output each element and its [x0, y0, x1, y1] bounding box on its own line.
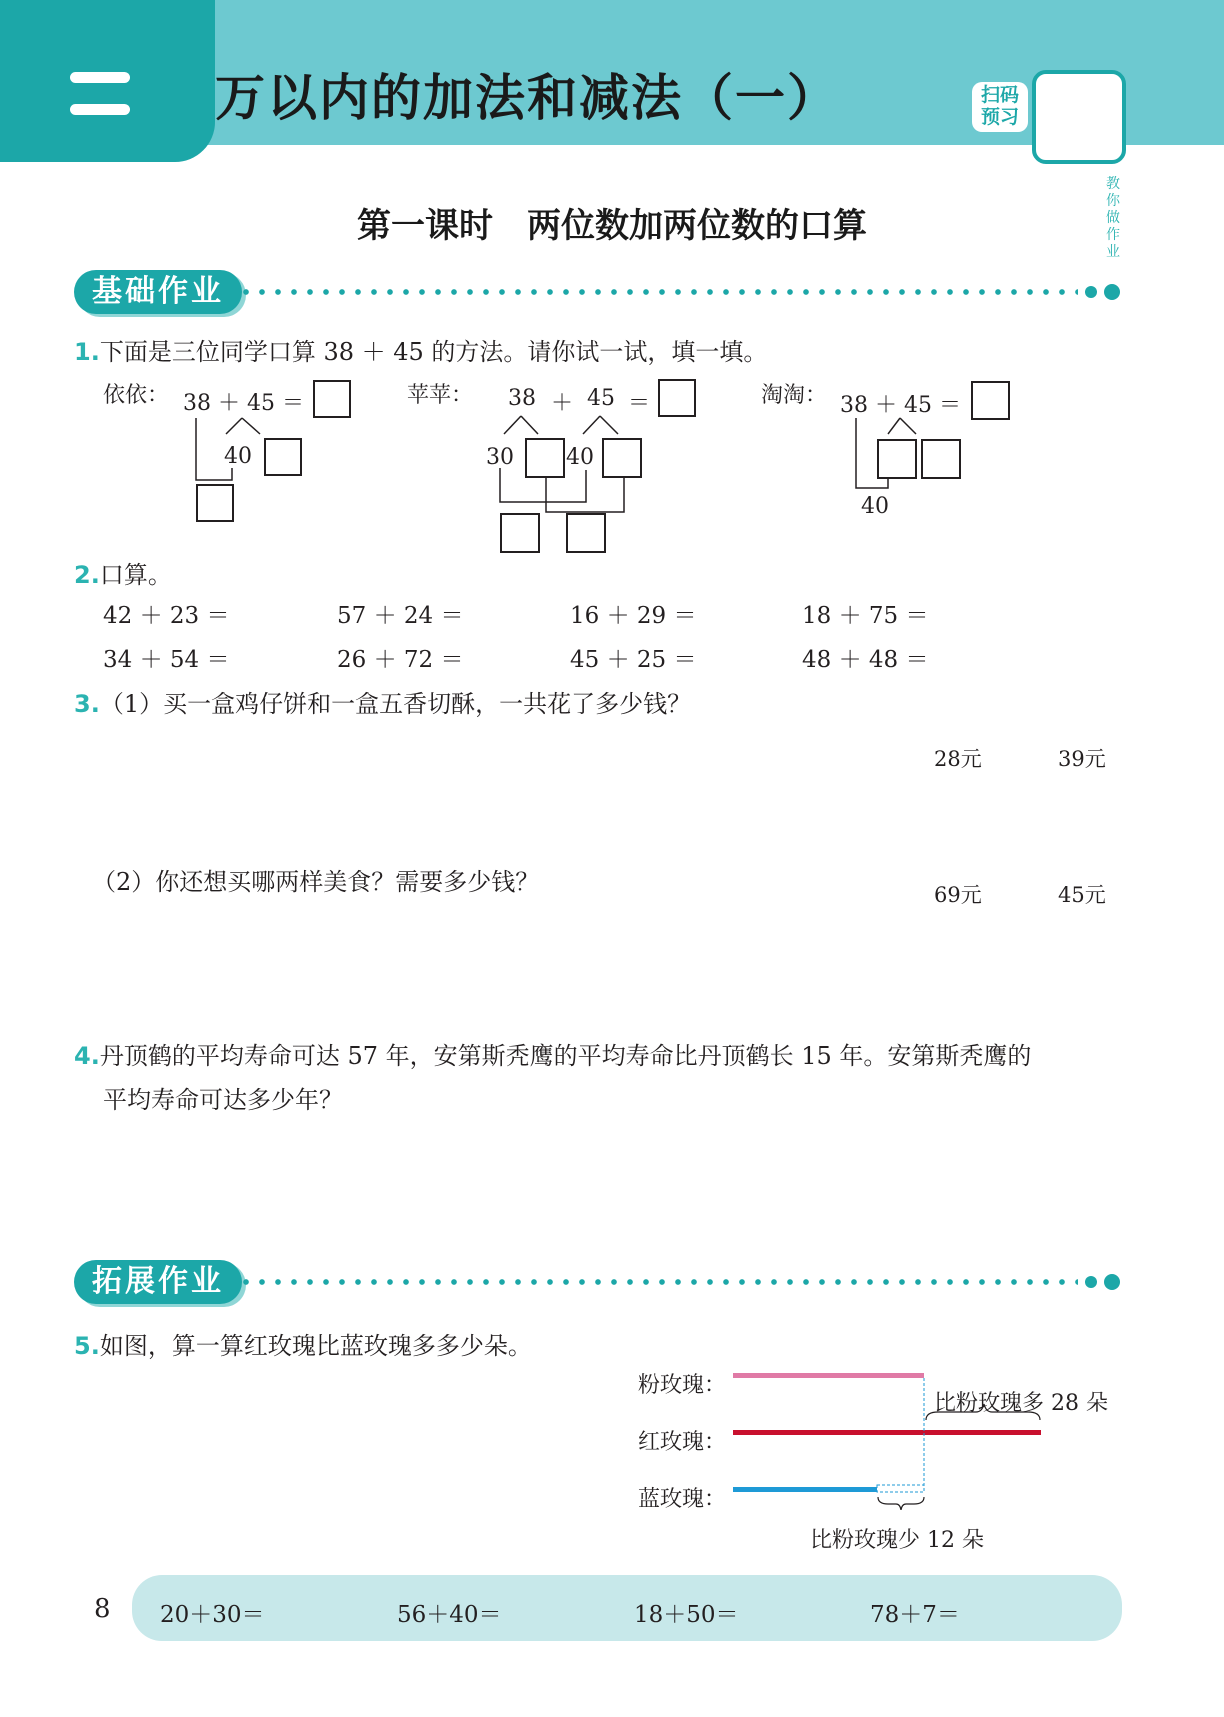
student-name-yiyi: 依依：: [103, 383, 170, 408]
answer-box[interactable]: [971, 381, 1010, 420]
scan-label-line1: 扫码: [980, 84, 1019, 106]
question-text-line2: 平均寿命可达多少年？: [103, 1086, 343, 1114]
operand: 38: [508, 386, 536, 411]
calc-item: 16 ＋ 29 ＝: [570, 603, 697, 629]
section-divider-dot: [1104, 1274, 1120, 1290]
operand: 45: [587, 386, 615, 411]
price-label: 39元: [1058, 747, 1106, 771]
question-number: 4.: [74, 1042, 100, 1070]
chapter-number-mark: [70, 104, 130, 115]
answer-box[interactable]: [500, 513, 540, 553]
calc-item: 26 ＋ 72 ＝: [337, 647, 464, 673]
daily-practice-bar: [132, 1575, 1122, 1641]
section-basic-pill: 基础作业: [74, 270, 242, 314]
answer-box[interactable]: [313, 380, 351, 418]
answer-box[interactable]: [921, 439, 961, 479]
answer-box[interactable]: [658, 379, 696, 417]
price-label: 69元: [934, 883, 982, 907]
practice-item: 20＋30＝: [160, 1602, 265, 1628]
answer-box[interactable]: [196, 484, 234, 522]
calc-item: 57 ＋ 24 ＝: [337, 603, 464, 629]
question-title: 口算。: [99, 561, 172, 589]
calc-item: 45 ＋ 25 ＝: [570, 647, 697, 673]
section-divider-dot: [1104, 284, 1120, 300]
operator: ＝: [628, 391, 651, 416]
question-number: 3.: [74, 690, 100, 718]
question-text: 下面是三位同学口算 38 ＋ 45 的方法。请你试一试，填一填。: [99, 338, 768, 366]
helper-number: 40: [861, 494, 889, 519]
qr-code-frame[interactable]: [1032, 70, 1126, 164]
question-number: 2.: [74, 561, 100, 589]
page-number: 8: [94, 1594, 111, 1624]
student-expression: 38 ＋ 45 ＝: [840, 393, 961, 418]
helper-number: 40: [566, 445, 594, 470]
answer-box[interactable]: [525, 438, 565, 478]
pink-rose-label: 粉玫瑰：: [638, 1373, 727, 1398]
red-rose-label: 红玫瑰：: [638, 1430, 727, 1455]
helper-number: 40: [224, 444, 252, 469]
teach-homework-label: 教你做作业: [1106, 176, 1120, 260]
question-part-1: （1）买一盒鸡仔饼和一盒五香切酥，一共花了多少钱？: [99, 690, 692, 718]
question-number: 5.: [74, 1332, 100, 1360]
less-than-pink-note: 比粉玫瑰少 12 朵: [810, 1528, 984, 1553]
scan-preview-button[interactable]: [972, 82, 1028, 132]
section-divider-dot: [1085, 1276, 1097, 1288]
chapter-number-mark: [70, 72, 130, 83]
answer-box[interactable]: [264, 438, 302, 476]
pink-rose-bar: [733, 1373, 924, 1378]
question-1: [74, 332, 767, 367]
chapter-title: 万以内的加法和减法（一）: [215, 69, 839, 127]
question-3: [74, 684, 691, 719]
practice-item: 56＋40＝: [397, 1602, 502, 1628]
calc-item: 42 ＋ 23 ＝: [103, 603, 230, 629]
section-divider-dots: [238, 1278, 1078, 1286]
practice-item: 78＋7＝: [870, 1602, 960, 1628]
question-2: [74, 555, 172, 590]
section-divider-dot: [1085, 286, 1097, 298]
blue-rose-label: 蓝玫瑰：: [638, 1487, 727, 1512]
operator: ＋: [551, 391, 574, 416]
helper-number: 30: [486, 445, 514, 470]
answer-box[interactable]: [602, 438, 642, 478]
calc-item: 48 ＋ 48 ＝: [802, 647, 929, 673]
section-extend-pill: 拓展作业: [74, 1260, 242, 1304]
question-number: 1.: [74, 338, 100, 366]
question-text: 如图，算一算红玫瑰比蓝玫瑰多多少朵。: [99, 1332, 532, 1360]
practice-item: 18＋50＝: [634, 1602, 739, 1628]
student-name-taotao: 淘淘：: [761, 383, 828, 408]
calc-item: 34 ＋ 54 ＝: [103, 647, 230, 673]
student-expression: 38 ＋ 45 ＝: [183, 391, 304, 416]
lesson-title: 第一课时 两位数加两位数的口算: [357, 206, 867, 246]
scan-label-line2: 预习: [980, 106, 1019, 128]
answer-box[interactable]: [566, 513, 606, 553]
price-label: 28元: [934, 747, 982, 771]
answer-box[interactable]: [877, 439, 917, 479]
student-name-pingping: 苹苹：: [407, 383, 474, 408]
section-divider-dots: [238, 288, 1078, 296]
calc-item: 18 ＋ 75 ＝: [802, 603, 929, 629]
question-5: [74, 1326, 532, 1361]
question-4: [74, 1036, 1031, 1071]
rose-comparison-diagram: [730, 1360, 1050, 1510]
question-part-2: （2）你还想买哪两样美食？需要多少钱？: [92, 868, 540, 896]
red-rose-bar: [733, 1430, 1041, 1435]
price-label: 45元: [1058, 883, 1106, 907]
blue-rose-bar: [733, 1487, 877, 1492]
more-than-pink-note: 比粉玫瑰多 28 朵: [934, 1391, 1108, 1416]
question-text-line1: 丹顶鹤的平均寿命可达 57 年，安第斯秃鹰的平均寿命比丹顶鹤长 15 年。安第斯秃鹰的: [99, 1042, 1032, 1070]
